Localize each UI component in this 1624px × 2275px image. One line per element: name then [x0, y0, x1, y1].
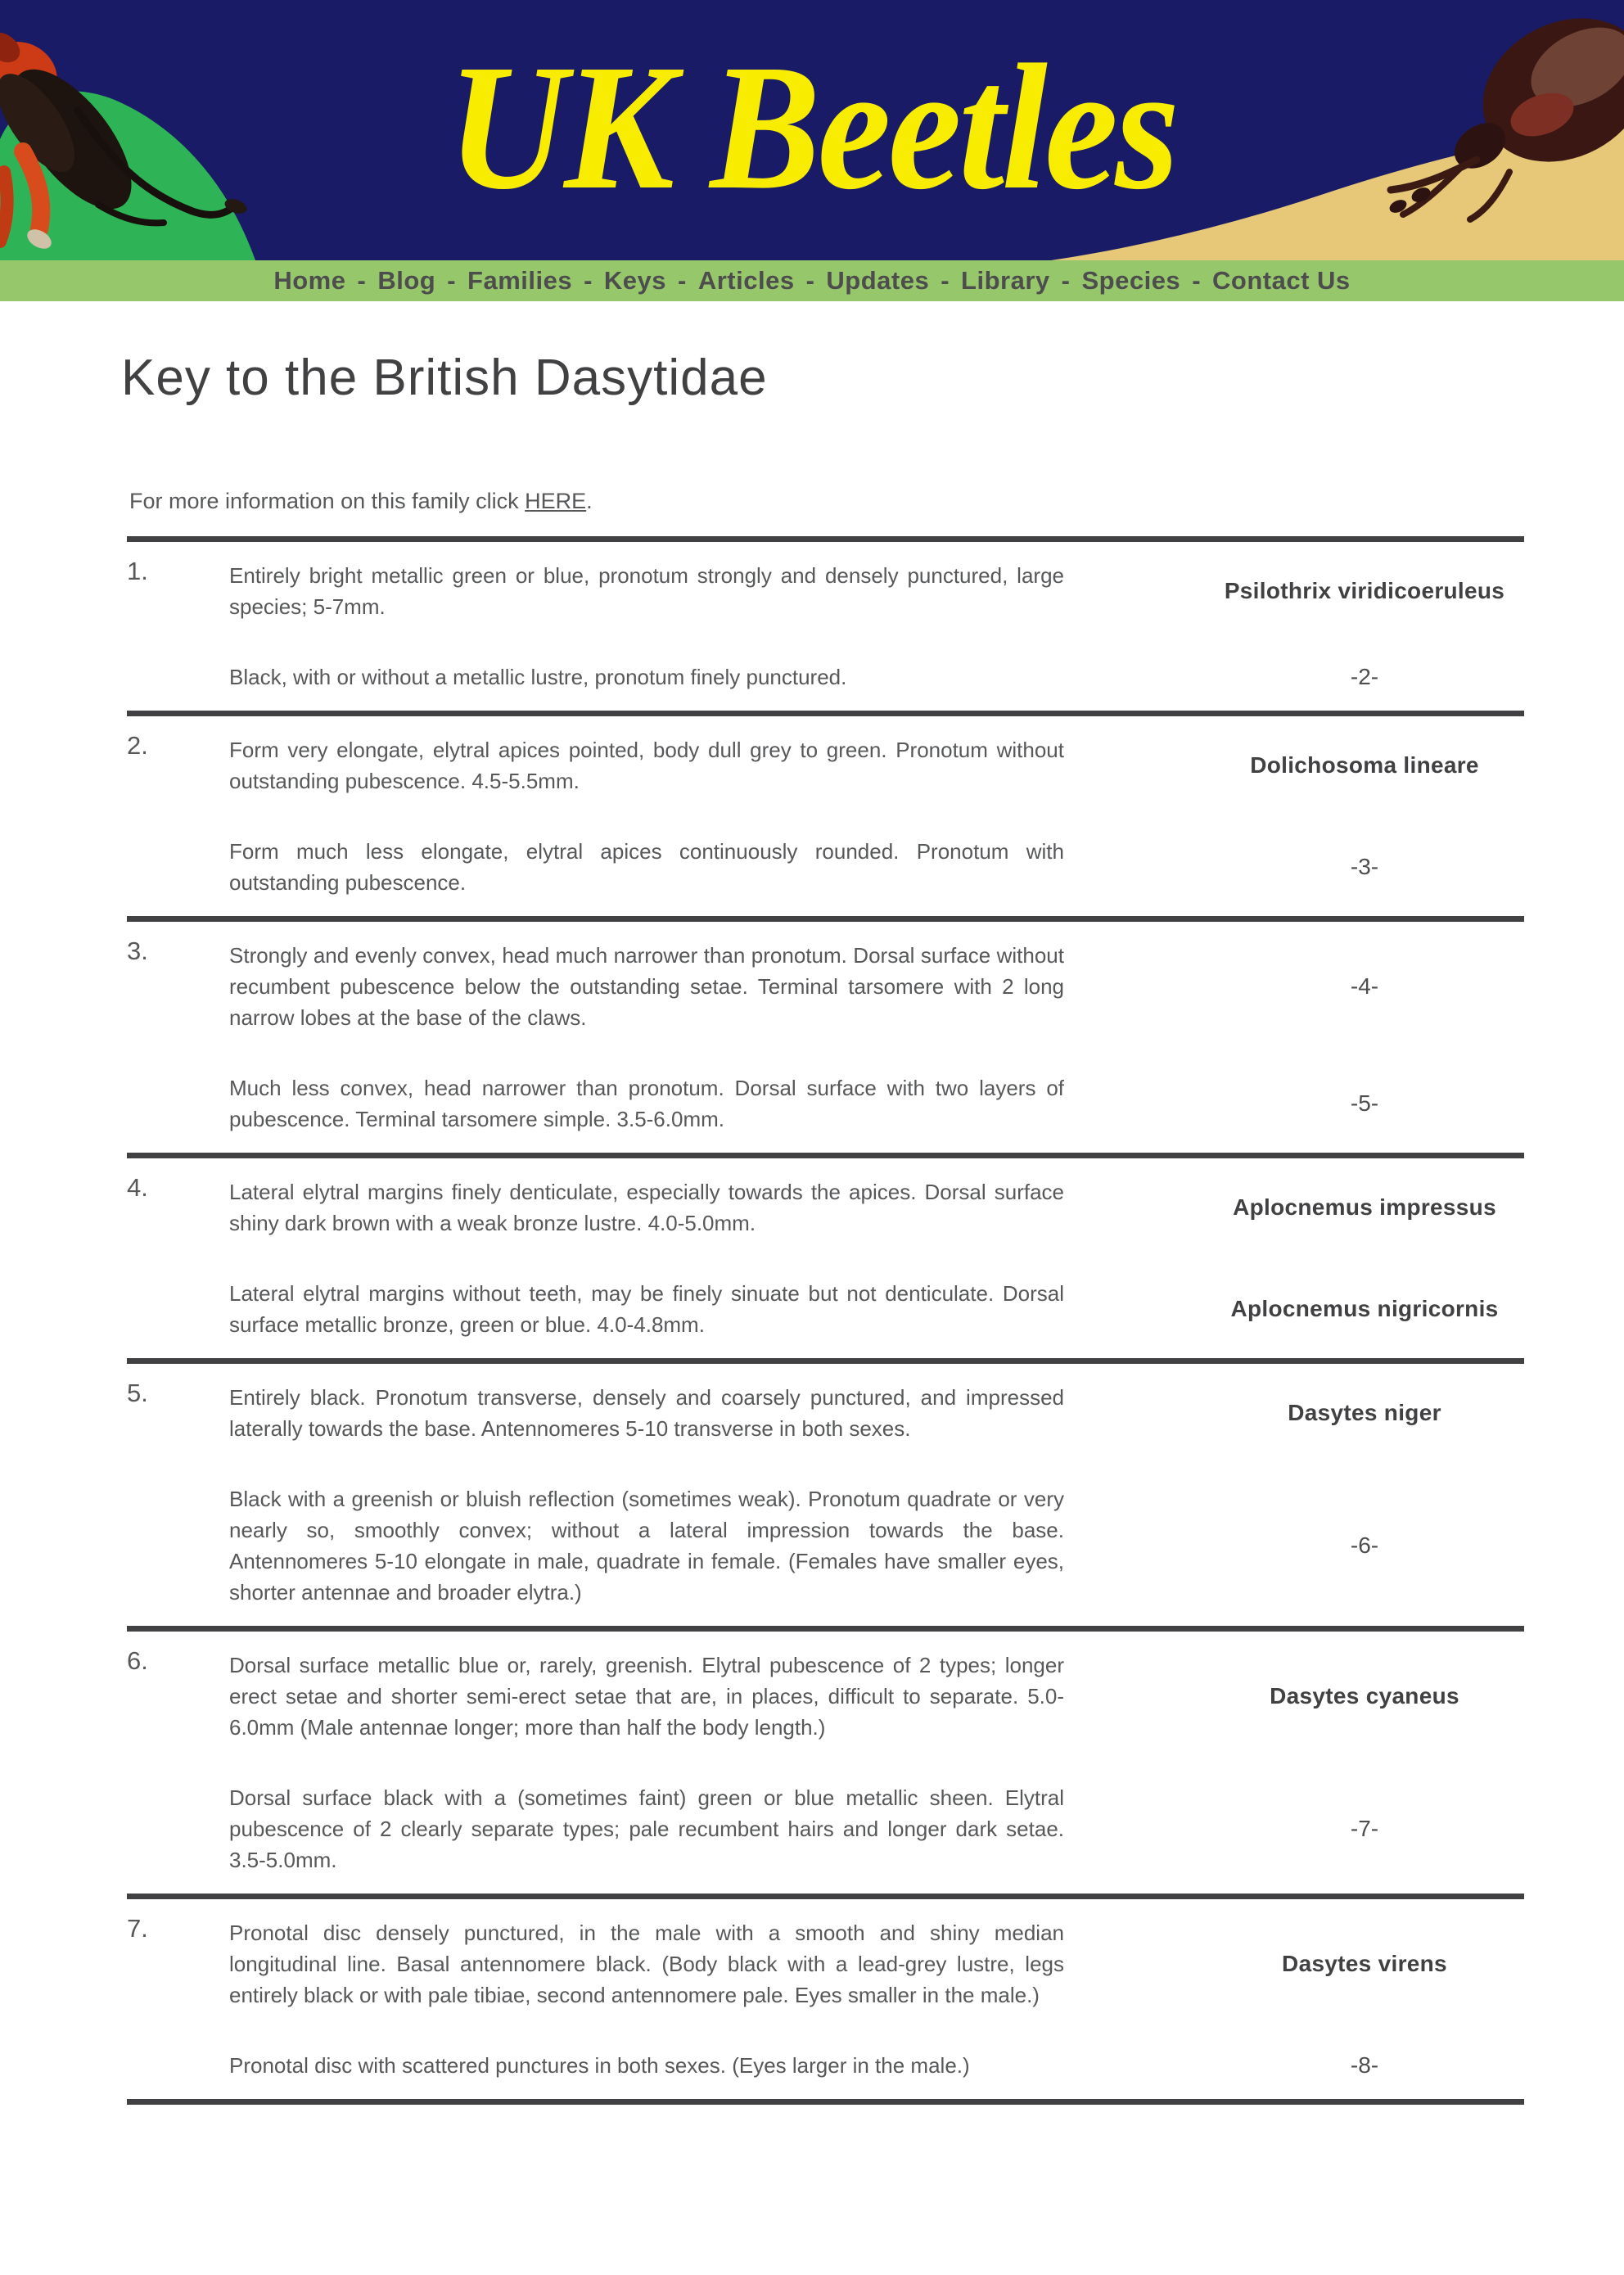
- nav-separator: -: [678, 266, 687, 295]
- nav-separator: -: [357, 266, 367, 295]
- couplet-number-empty: [127, 652, 229, 658]
- option-result-ref: -3-: [1350, 854, 1379, 879]
- divider-rule: [127, 1626, 1524, 1632]
- divider-rule: [127, 536, 1524, 542]
- couplet-number: 4.: [127, 1173, 148, 1202]
- couplet-number: 1.: [127, 557, 148, 585]
- option-result-species: Aplocnemus nigricornis: [1230, 1296, 1499, 1321]
- couplet-number-empty: [127, 1772, 229, 1779]
- nav-item-families[interactable]: Families: [467, 266, 573, 295]
- divider-rule: [127, 1894, 1524, 1899]
- nav-item-library[interactable]: Library: [961, 266, 1050, 295]
- couplet-4: [0, 1158, 1624, 1358]
- key-option-3b: [127, 1063, 1524, 1144]
- nav-separator: -: [1061, 266, 1071, 295]
- intro-text: [129, 489, 1624, 514]
- nav-separator: -: [805, 266, 815, 295]
- here-link[interactable]: HERE: [525, 489, 587, 513]
- key-option-6b: [127, 1772, 1524, 1885]
- nav-item-blog[interactable]: Blog: [377, 266, 436, 295]
- option-result-species: Aplocnemus impressus: [1233, 1194, 1496, 1220]
- site-banner: [0, 0, 1624, 260]
- key-option-1b: [127, 652, 1524, 702]
- intro-suffix: .: [586, 489, 593, 513]
- couplet-number-empty: [127, 2040, 229, 2047]
- couplet-number: 2.: [127, 731, 148, 760]
- couplet-7: [0, 1899, 1624, 2099]
- option-result-ref: -6-: [1350, 1532, 1379, 1558]
- option-result-ref: -4-: [1350, 973, 1379, 999]
- key-option-3a: [127, 930, 1524, 1043]
- key-option-7b: [127, 2040, 1524, 2091]
- option-result-species: Dolichosoma lineare: [1250, 752, 1479, 778]
- option-description: Entirely bright metallic green or blue, pronotum strongly and densely punctured, large species; 5-7mm.: [229, 563, 1064, 619]
- option-result-ref: -5-: [1350, 1090, 1379, 1116]
- option-description: Dorsal surface black with a (sometimes faint) green or blue metallic sheen. Elytral pubescence of 2 clearly separate types; pale recumbent hairs and longer dark setae. 3.5-5.0mm.: [229, 1785, 1064, 1872]
- option-result-species: Dasytes virens: [1282, 1951, 1447, 1976]
- couplet-2: [0, 716, 1624, 916]
- key-option-6a: [127, 1640, 1524, 1753]
- couplet-number-empty: [127, 1474, 229, 1480]
- option-description: Entirely black. Pronotum transverse, densely and coarsely punctured, and impressed laterally towards the base. Antennomeres 5-10 transverse in both sexes.: [229, 1385, 1064, 1441]
- option-result-species: Psilothrix viridicoeruleus: [1224, 578, 1505, 603]
- nav-item-keys[interactable]: Keys: [603, 266, 667, 295]
- option-description: Dorsal surface metallic blue or, rarely, greenish. Elytral pubescence of 2 types; longer erect setae and shorter semi-erect setae that are, in places, difficult to separate. 5.0-6.0mm (Male antennae longer; more than half the body length.): [229, 1653, 1064, 1740]
- option-result-ref: -7-: [1350, 1816, 1379, 1841]
- couplet-number-empty: [127, 826, 229, 833]
- divider-rule: [127, 711, 1524, 716]
- main-navigation: [0, 260, 1624, 301]
- nav-separator: -: [584, 266, 593, 295]
- option-description: Much less convex, head narrower than pronotum. Dorsal surface with two layers of pubescence. Terminal tarsomere simple. 3.5-6.0mm.: [229, 1076, 1064, 1131]
- option-description: Lateral elytral margins without teeth, may be finely sinuate but not denticulate. Dorsal surface metallic bronze, green or blue. 4.0-4.8mm.: [229, 1281, 1064, 1337]
- couplet-5: [0, 1364, 1624, 1626]
- divider-rule: [127, 916, 1524, 922]
- option-result-species: Dasytes cyaneus: [1270, 1683, 1459, 1709]
- divider-rule: [127, 1153, 1524, 1158]
- couplet-number: 7.: [127, 1914, 148, 1943]
- intro-prefix: For more information on this family click: [129, 489, 526, 513]
- nav-item-home[interactable]: Home: [273, 266, 346, 295]
- option-result-ref: -8-: [1350, 2052, 1379, 2078]
- couplet-number-empty: [127, 1268, 229, 1275]
- page-title: Key to the British Dasytidae: [121, 350, 768, 406]
- option-description: Black, with or without a metallic lustre, pronotum finely punctured.: [229, 665, 847, 689]
- option-description: Form much less elongate, elytral apices continuously rounded. Pronotum with outstanding pubescence.: [229, 839, 1064, 895]
- couplet-number-empty: [127, 1063, 229, 1069]
- key-option-5b: [127, 1474, 1524, 1618]
- nav-item-contact-us[interactable]: Contact Us: [1212, 266, 1351, 295]
- option-result-ref: -2-: [1350, 664, 1379, 689]
- couplet-6: [0, 1632, 1624, 1894]
- key-option-2a: [127, 724, 1524, 806]
- couplet-number: 6.: [127, 1646, 148, 1675]
- key-option-2b: [127, 826, 1524, 908]
- nav-item-articles[interactable]: Articles: [697, 266, 795, 295]
- option-description: Black with a greenish or bluish reflection (sometimes weak). Pronotum quadrate or very nearly so, smoothly convex; without a lateral impression towards the base. Antennomeres 5-10 elongate in male, quadrate in female. (Females have smaller eyes, shorter antennae and broader elytra.): [229, 1487, 1064, 1605]
- option-description: Lateral elytral margins finely denticulate, especially towards the apices. Dorsal surface shiny dark brown with a weak bronze lustre. 4.0-5.0mm.: [229, 1180, 1064, 1235]
- couplet-number: 5.: [127, 1379, 148, 1407]
- key-option-4b: [127, 1268, 1524, 1350]
- nav-separator: -: [447, 266, 457, 295]
- divider-rule: [127, 2099, 1524, 2105]
- nav-separator: -: [941, 266, 950, 295]
- couplet-3: [0, 922, 1624, 1153]
- nav-separator: -: [1192, 266, 1202, 295]
- key-option-5a: [127, 1372, 1524, 1454]
- option-description: Pronotal disc densely punctured, in the male with a smooth and shiny median longitudinal line. Basal antennomere black. (Body black with a lead-grey lustre, legs entirely black or with pale tibiae, second antennomere pale. Eyes smaller in the male.): [229, 1921, 1064, 2007]
- page-content: [0, 349, 1624, 2105]
- option-description: Pronotal disc with scattered punctures in both sexes. (Eyes larger in the male.): [229, 2053, 970, 2078]
- nav-item-updates[interactable]: Updates: [826, 266, 930, 295]
- key-option-1a: [127, 550, 1524, 632]
- nav-item-species[interactable]: Species: [1081, 266, 1181, 295]
- option-description: Form very elongate, elytral apices pointed, body dull grey to green. Pronotum without outstanding pubescence. 4.5-5.5mm.: [229, 738, 1064, 793]
- option-description: Strongly and evenly convex, head much narrower than pronotum. Dorsal surface without recumbent pubescence below the outstanding setae. Terminal tarsomere with 2 long narrow lobes at the base of the claws.: [229, 943, 1064, 1030]
- site-title: UK Beetles: [447, 27, 1177, 227]
- key-option-4a: [127, 1167, 1524, 1248]
- divider-rule: [127, 1358, 1524, 1364]
- couplet-1: [0, 542, 1624, 711]
- couplet-number: 3.: [127, 937, 148, 965]
- option-result-species: Dasytes niger: [1288, 1400, 1441, 1425]
- key-option-7a: [127, 1907, 1524, 2020]
